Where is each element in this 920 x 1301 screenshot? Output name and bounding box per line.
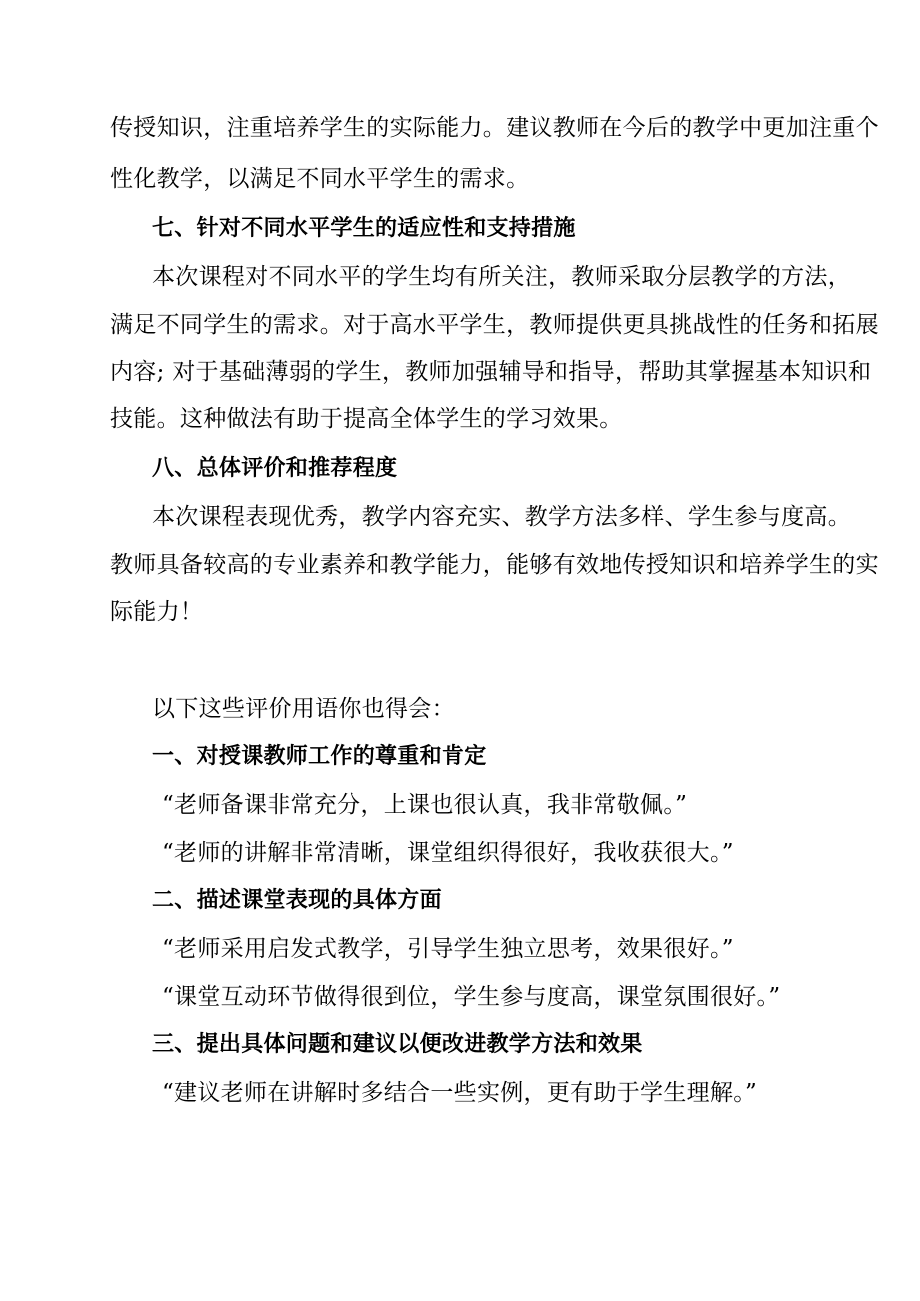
extras-group2-quote-2: “课堂互动环节做得很到位，学生参与度高，课堂氛围很好。” [162,984,781,1010]
section7-line-2: 满足不同学生的需求。对于高水平学生，教师提供更具挑战性的任务和拓展 [110,312,879,338]
section8-heading: 八、总体评价和推荐程度 [152,456,398,481]
section7-line-4: 技能。这种做法有助于提高全体学生的学习效果。 [110,406,623,432]
extras-intro: 以下这些评价用语你也得会： [152,696,455,722]
extras-group1-quote-2: “老师的讲解非常清晰，课堂组织得很好，我收获很大。” [162,840,734,866]
extras-group1-quote-1: “老师备课非常充分，上课也很认真，我非常敬佩。” [162,792,688,818]
section8-line-1: 本次课程表现优秀，教学内容充实、教学方法多样、学生参与度高。 [152,504,851,530]
extras-group2-quote-1: “老师采用启发式教学，引导学生独立思考，效果很好。” [162,936,734,962]
section7-line-3: 内容; 对于基础薄弱的学生，教师加强辅导和指导，帮助其掌握基本知识和 [110,359,872,385]
extras-group3-quote-1: “建议老师在讲解时多结合一些实例，更有助于学生理解。” [162,1080,758,1106]
extras-group3-heading: 三、提出具体问题和建议以便改进教学方法和效果 [152,1032,643,1057]
section8-line-2: 教师具备较高的专业素养和教学能力，能够有效地传授知识和培养学生的实 [110,552,879,578]
extras-group2-heading: 二、描述课堂表现的具体方面 [152,888,442,913]
extras-group1-heading: 一、对授课教师工作的尊重和肯定 [152,744,487,769]
section6-tail-line-2: 性化教学，以满足不同水平学生的需求。 [110,166,530,192]
section7-heading: 七、针对不同水平学生的适应性和支持措施 [152,216,576,241]
section7-line-1: 本次课程对不同水平的学生均有所关注，教师采取分层教学的方法， [152,264,851,290]
section6-tail-line-1: 传授知识，注重培养学生的实际能力。建议教师在今后的教学中更加注重个 [110,115,879,141]
section8-line-3: 际能力！ [110,599,204,625]
